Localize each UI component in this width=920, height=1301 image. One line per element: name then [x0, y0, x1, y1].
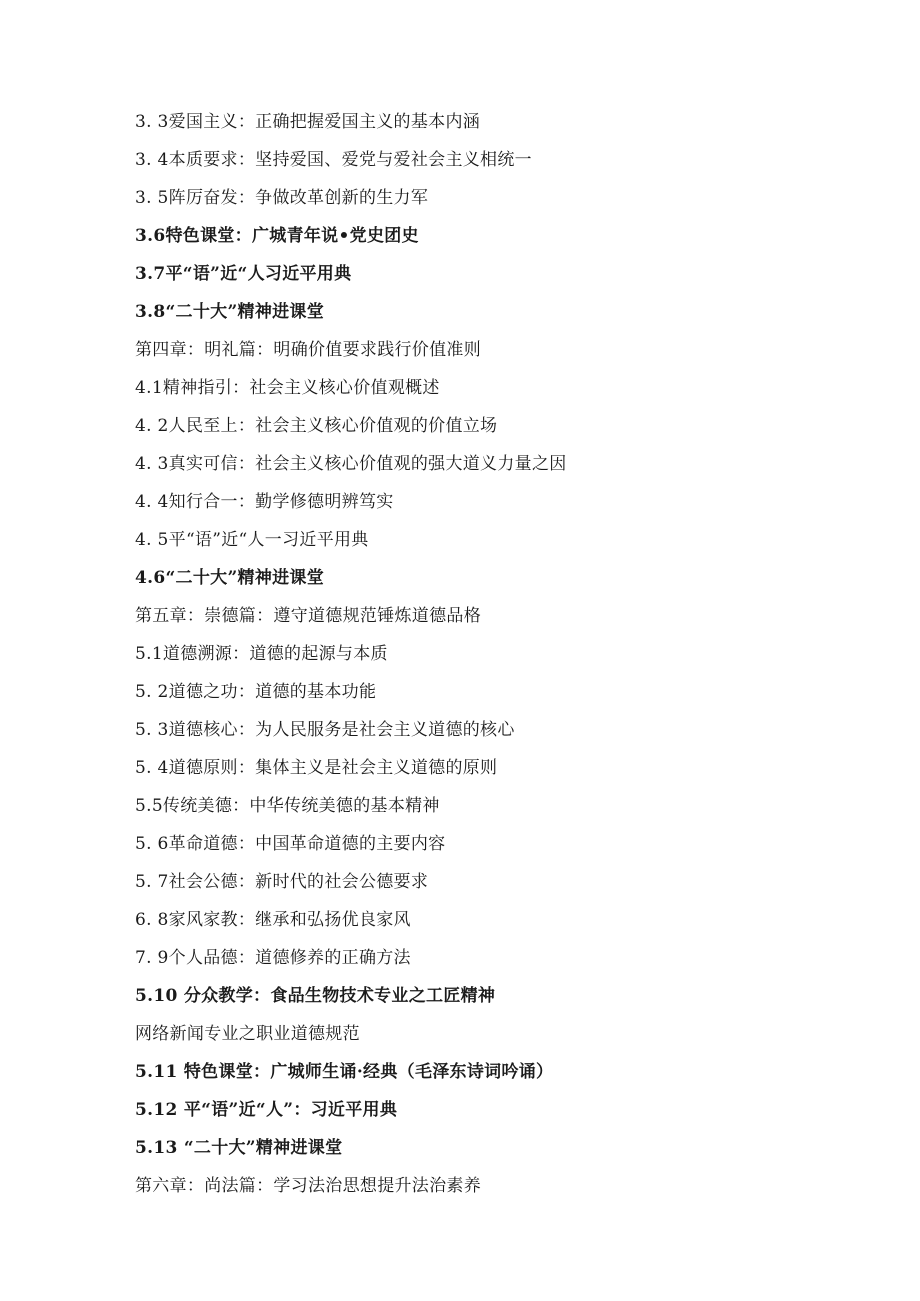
toc-line-4-2: 4. 2人民至上：社会主义核心价值观的价值立场	[135, 416, 498, 436]
toc-line-4-4: 4. 4知行合一：勤学修德明辨笃实	[135, 492, 394, 512]
toc-line-5-10-continued: 网络新闻专业之职业道德规范	[135, 1024, 360, 1044]
toc-line-5-1: 5.1道德溯源：道德的起源与本质	[135, 644, 388, 664]
toc-line-5-12: 5.12 平“语”近“人”：习近平用典	[135, 1100, 398, 1120]
toc-line-7-9: 7. 9个人品德：道德修养的正确方法	[135, 948, 411, 968]
toc-line-5-10: 5.10 分众教学：食品生物技术专业之工匠精神	[135, 986, 496, 1006]
toc-line-4-1: 4.1精神指引：社会主义核心价值观概述	[135, 378, 440, 398]
toc-chapter-5: 第五章：崇德篇：遵守道德规范锤炼道德品格	[135, 606, 481, 626]
toc-line-5-2: 5. 2道德之功：道德的基本功能	[135, 682, 377, 702]
toc-chapter-4: 第四章：明礼篇：明确价值要求践行价值准则	[135, 340, 481, 360]
toc-line-3-6: 3.6特色课堂：广城青年说•党史团史	[135, 226, 419, 246]
toc-line-3-7: 3.7平“语”近“人习近平用典	[135, 264, 352, 284]
toc-line-5-3: 5. 3道德核心：为人民服务是社会主义道德的核心	[135, 720, 515, 740]
toc-line-5-7: 5. 7社会公德：新时代的社会公德要求	[135, 872, 429, 892]
table-of-contents	[135, 107, 835, 1209]
toc-line-4-3: 4. 3真实可信：社会主义核心价值观的强大道义力量之因	[135, 454, 567, 474]
toc-line-5-6: 5. 6革命道德：中国革命道德的主要内容	[135, 834, 446, 854]
toc-line-4-6: 4.6“二十大”精神进课堂	[135, 568, 325, 588]
toc-line-5-13: 5.13 “二十大”精神进课堂	[135, 1138, 343, 1158]
toc-chapter-6: 第六章：尚法篇：学习法治思想提升法治素养	[135, 1176, 481, 1196]
toc-line-3-4: 3. 4本质要求：坚持爱国、爱党与爱社会主义相统一	[135, 150, 532, 170]
toc-line-3-3: 3. 3爱国主义：正确把握爱国主义的基本内涵	[135, 112, 481, 132]
toc-line-4-5: 4. 5平“语”近“人一习近平用典	[135, 530, 369, 550]
toc-line-5-5: 5.5传统美德：中华传统美德的基本精神	[135, 796, 440, 816]
toc-line-3-8: 3.8“二十大”精神进课堂	[135, 302, 325, 322]
toc-line-5-11: 5.11 特色课堂：广城师生诵·经典（毛泽东诗词吟诵）	[135, 1062, 554, 1082]
toc-line-6-8: 6. 8家风家教：继承和弘扬优良家风	[135, 910, 411, 930]
toc-line-5-4: 5. 4道德原则：集体主义是社会主义道德的原则	[135, 758, 498, 778]
toc-line-3-5: 3. 5阵厉奋发：争做改革创新的生力军	[135, 188, 429, 208]
